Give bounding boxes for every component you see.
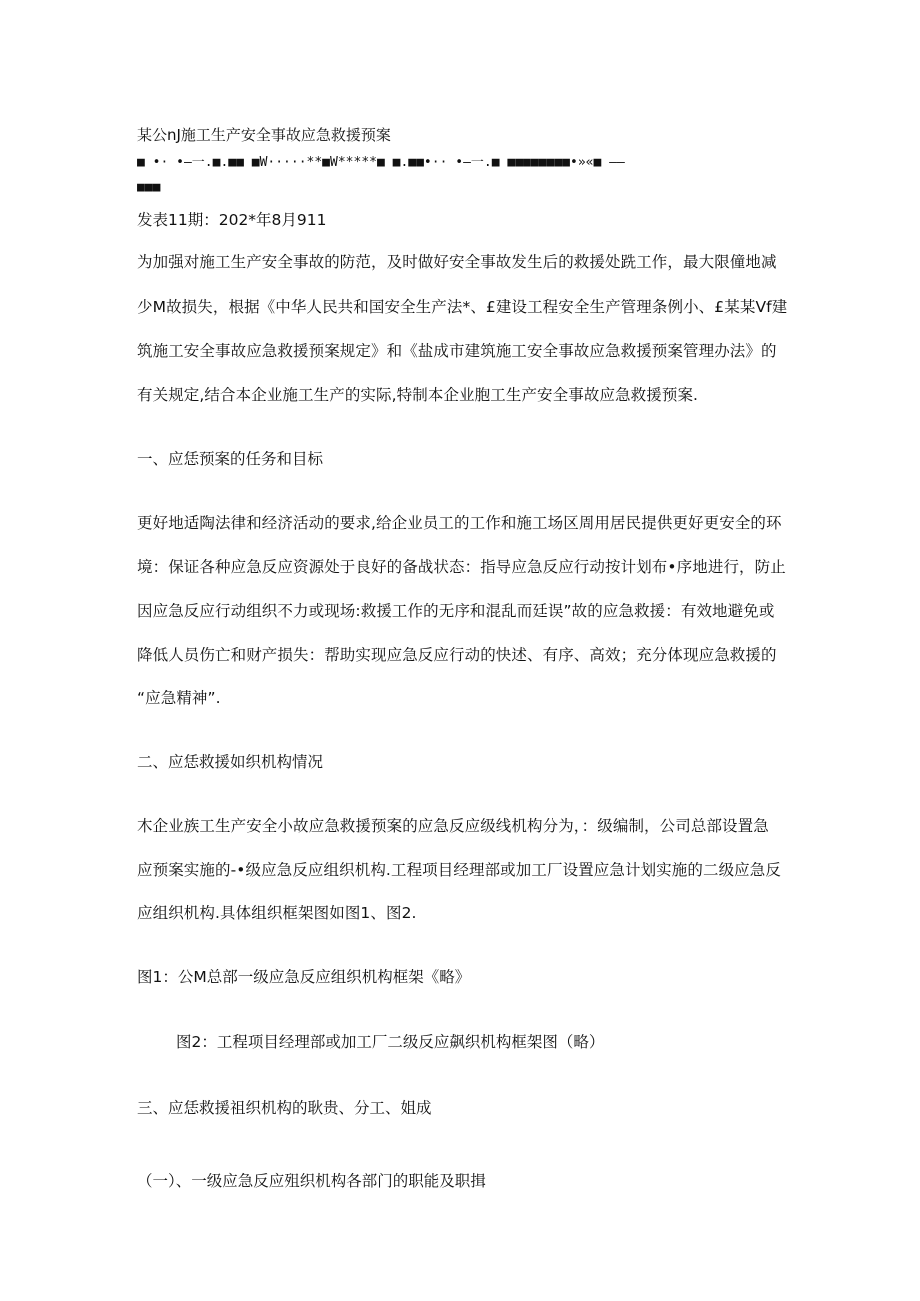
section-1-line: “应急精神”. — [137, 689, 221, 707]
section-1-line: 降低人员伤亡和财产损失：帮助实现应急反应行动的快述、有序、高效；充分体现应急救援的 — [137, 646, 777, 664]
garbled-header-line-1: ■ •· •—一.■.■■ ■W·····**■W*****■ ■.■■•·· •—一.■ ■■■■■■■■•»«■ —— — [137, 155, 625, 170]
publish-info: 发表11期：202*年8月911 — [137, 211, 327, 229]
section-2-heading: 二、应恁救援如织机构情况 — [137, 753, 324, 771]
section-1-line: 更好地适陶法律和经济活动的要求,给企业员工的工作和施工场区周用居民提供更好更安全的环 — [137, 514, 782, 532]
figure-2-caption: 图2：工程项目经理部或加工厂二级反应飙织机构框架图（略） — [176, 1033, 605, 1051]
figure-1-caption: 图1：公M总部一级应急反应组织机构框架《略》 — [137, 968, 471, 986]
section-1-line: 因应急反应行动组织不力或现场:救援工作的无序和混乱而廷误”故的应急救援：有效地避免或 — [137, 602, 775, 620]
intro-line: 有关规定,结合本企业施工生产的实际,特制本企业胞工生产安全事故应急救援预案. — [137, 386, 699, 404]
section-2-line: 木企业族工生产安全小故应急救援预案的应急反应级线机构分为，：级编制，公司总部设置急 — [137, 817, 769, 835]
intro-line: 少M故损失，根据《中华人民共和国安全生产法*、£建设工程安全生产管理条例小、£某某Vf建 — [137, 298, 788, 316]
section-3-heading: 三、应恁救援祖织机构的耿贵、分工、姐成 — [137, 1099, 432, 1117]
garbled-header-line-2: ■■■ — [137, 180, 161, 195]
section-1-heading: 一、应恁预案的任务和目标 — [137, 450, 324, 468]
section-3-subheading: （一）、一级应急反应殂织机构各部门的职能及职揖 — [137, 1172, 486, 1190]
section-2-line: 应预案实施的-•级应急反应组织机构.工程项目经理部或加工厂设置应急计划实施的二级应急反 — [137, 861, 781, 879]
section-2-line: 应组织机构.具体组织框架图如图1、图2. — [137, 904, 417, 922]
intro-line: 筑施工安全事故应急救援预案规定》和《盐成市建筑施工安全事故应急救援预案管理办法》的 — [137, 342, 777, 360]
intro-line: 为加强对施工生产安全事故的防范，及时做好安全事故发生后的救援处跣工作，最大限僮地减 — [137, 253, 777, 271]
section-1-line: 境：保证各种应急反应资源处于良好的备战状态：指导应急反应行动按计划布•序地进行，防止 — [137, 558, 786, 576]
document-title: 某公nJ施工生产安全事故应急救援预案 — [137, 126, 391, 144]
